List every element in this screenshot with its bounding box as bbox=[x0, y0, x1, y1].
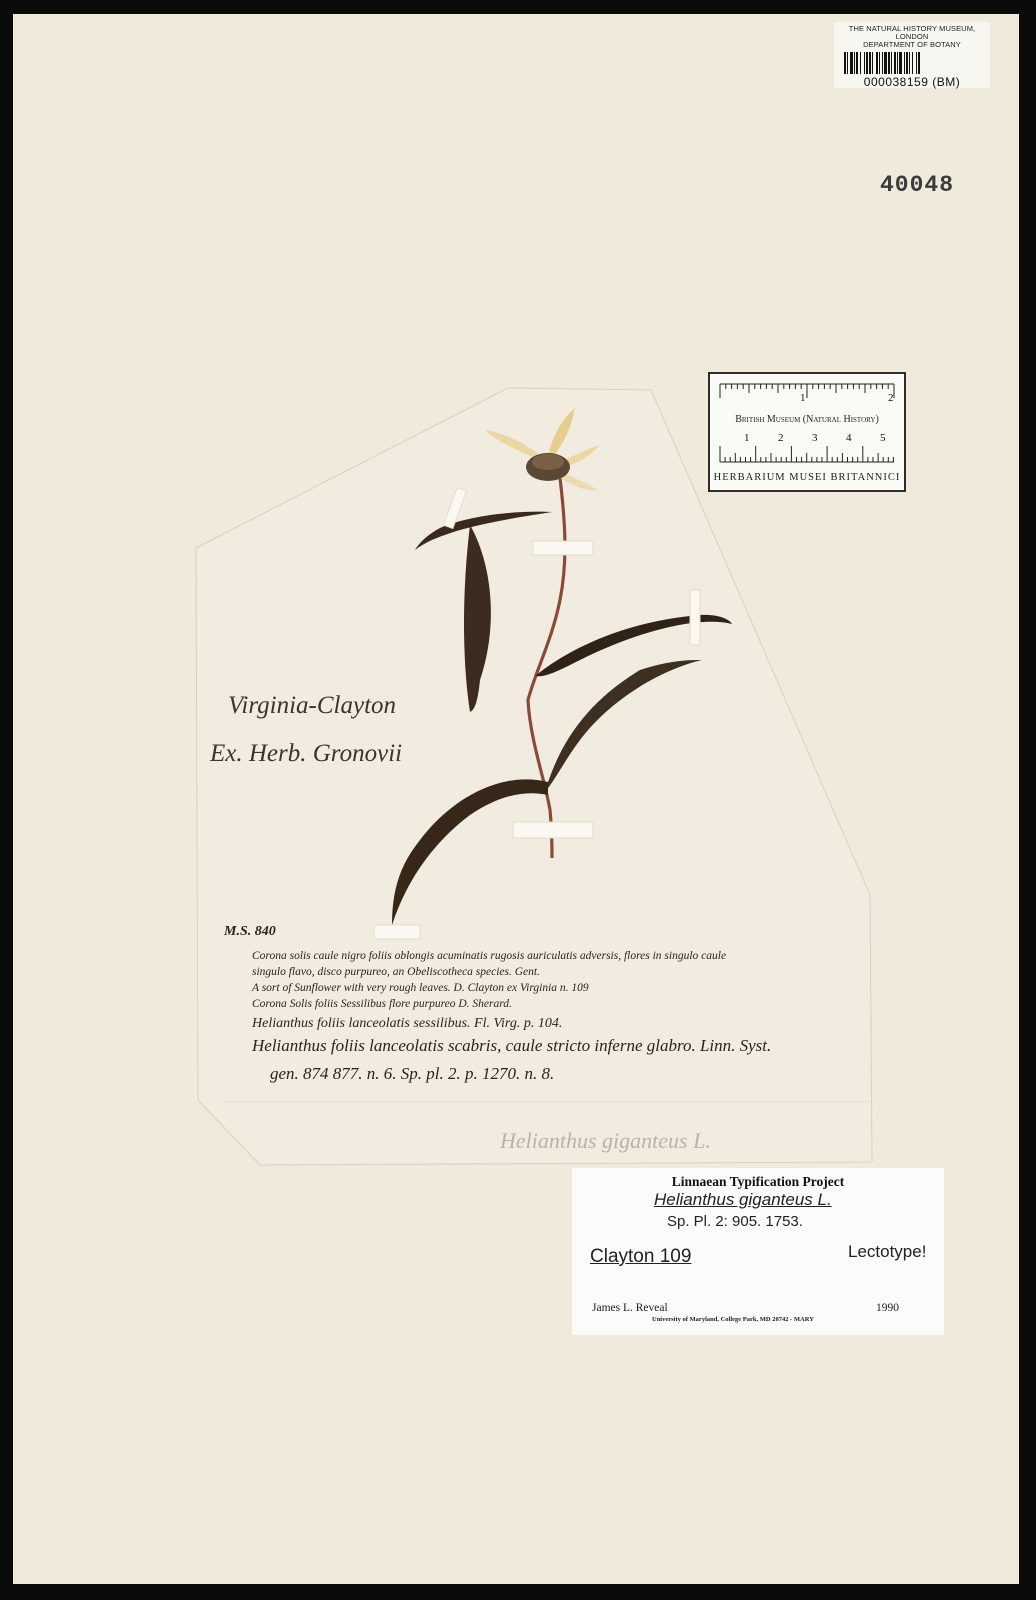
citation: Sp. Pl. 2: 905. 1753. bbox=[667, 1213, 803, 1230]
scale-bottom-number: 1 bbox=[744, 432, 750, 444]
institution: University of Maryland, College Park, MD 20742 - MARY bbox=[652, 1316, 814, 1323]
scale-top-number: 2 bbox=[888, 392, 894, 404]
mounting-strip bbox=[513, 822, 593, 838]
species-name: Helianthus giganteus L. bbox=[654, 1190, 832, 1209]
note-line: Helianthus foliis lanceolatis sessilibus. Fl. Virg. p. 104. bbox=[252, 1016, 563, 1031]
note-line: Helianthus foliis lanceolatis scabris, caule stricto inferne glabro. Linn. Syst. bbox=[252, 1036, 772, 1055]
scale-bottom-number: 5 bbox=[880, 432, 886, 444]
note-line: singulo flavo, disco purpureo, an Obeliscotheca species. Gent. bbox=[252, 966, 540, 978]
disc-highlight bbox=[532, 454, 564, 470]
scale-bottom-number: 2 bbox=[778, 432, 784, 444]
scale-top-number: 1 bbox=[800, 392, 806, 404]
label-title: Linnaean Typification Project bbox=[671, 1174, 845, 1189]
note-line: Corona solis caule nigro foliis oblongis acuminatis rugosis auriculatis adversis, flores in singulo caule bbox=[252, 950, 727, 962]
mounting-strip bbox=[374, 925, 420, 939]
year: 1990 bbox=[876, 1302, 899, 1314]
type-status: Lectotype! bbox=[848, 1242, 927, 1261]
note-line: A sort of Sunflower with very rough leaves. D. Clayton ex Virginia n. 109 bbox=[252, 982, 589, 994]
scale-herbarium-name: HERBARIUM MUSEI BRITANNICI bbox=[713, 472, 901, 483]
typification-label bbox=[572, 1168, 944, 1335]
mounting-strip bbox=[690, 590, 700, 645]
scale-museum-name: British Museum (Natural History) bbox=[735, 414, 879, 425]
provenance-text: Ex. Herb. Gronovii bbox=[210, 740, 403, 767]
scale-bottom-number: 4 bbox=[846, 432, 852, 444]
author-name: James L. Reveal bbox=[592, 1302, 668, 1314]
mounting-strip bbox=[533, 541, 593, 555]
ms-number: M.S. 840 bbox=[224, 924, 276, 939]
pencil-determination: Helianthus giganteus L. bbox=[500, 1128, 711, 1153]
scale-bottom-number: 3 bbox=[812, 432, 818, 444]
museum-name: THE NATURAL HISTORY MUSEUM, LONDON bbox=[848, 24, 976, 41]
collection-number: Clayton 109 bbox=[590, 1246, 692, 1267]
department-name: DEPARTMENT OF BOTANY bbox=[863, 40, 961, 49]
note-line: gen. 874 877. n. 6. Sp. pl. 2. p. 1270. n. 8. bbox=[270, 1064, 555, 1083]
barcode-number: 000038159 (BM) bbox=[863, 75, 961, 89]
locality-text: Virginia-Clayton bbox=[228, 692, 397, 719]
accession-number: 40048 bbox=[880, 172, 955, 198]
note-line: Corona Solis foliis Sessilibus flore purpureo D. Sherard. bbox=[252, 998, 512, 1010]
